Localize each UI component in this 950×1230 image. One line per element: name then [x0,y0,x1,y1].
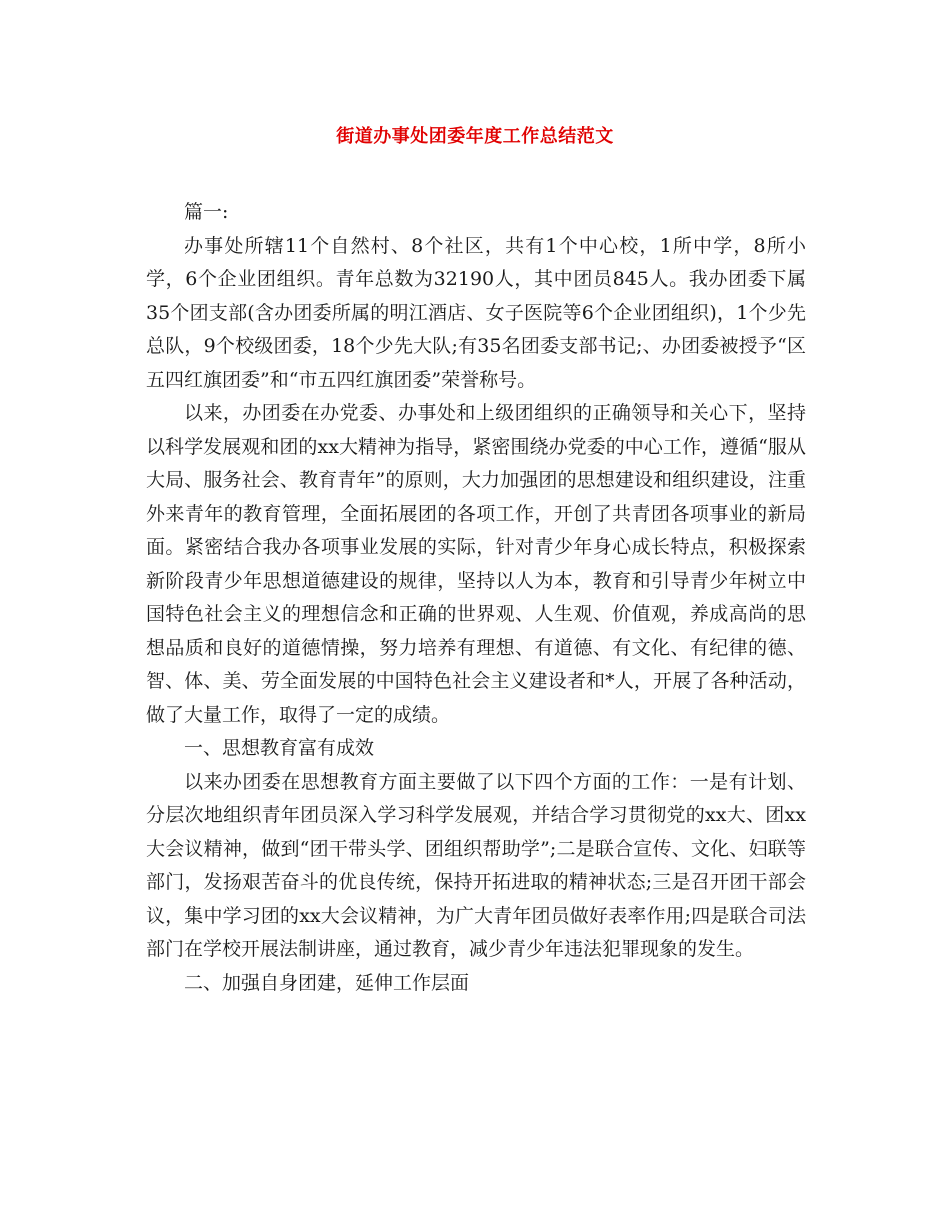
paragraph-overview: 办事处所辖11个自然村、8个社区，共有1个中心校，1所中学，8所小学，6个企业团组织。青年总数为32190人，其中团员845人。我办团委下属35个团支部(含办团委所属的明江酒店、女子医院等6个企业团组织)，1个少先总队，9个校级团委，18个少先大队;有35名团委支部书记;、办团委被授予“区五四红旗团委”和“市五四红旗团委”荣誉称号。 [146,234,806,391]
section-label-part-one: 篇一: [184,201,229,223]
document-body [146,196,806,1000]
document-title: 街道办事处团委年度工作总结范文 [336,126,614,147]
section-heading-1: 一、思想教育富有成效 [184,737,375,759]
paragraph-ideology-education: 以来办团委在思想教育方面主要做了以下四个方面的工作：一是有计划、分层次地组织青年团员深入学习科学发展观，并结合学习贯彻党的xx大、团xx大会议精神，做到“团干带头学、团组织帮助学”;二是联合宣传、文化、妇联等部门，发扬艰苦奋斗的优良传统，保持开拓进取的精神状态;三是召开团干部会议，集中学习团的xx大会议精神，为广大青年团员做好表率作用;四是联合司法部门在学校开展法制讲座，通过教育，减少青少年违法犯罪现象的发生。 [146,770,806,960]
paragraph-summary: 以来，办团委在办党委、办事处和上级团组织的正确领导和关心下，坚持以科学发展观和团的xx大精神为指导，紧密围绕办党委的中心工作，遵循“服从大局、服务社会、教育青年”的原则，大力加强团的思想建设和组织建设，注重外来青年的教育管理，全面拓展团的各项工作，开创了共青团各项事业的新局面。紧密结合我办各项事业发展的实际，针对青少年身心成长特点，积极探索新阶段青少年思想道德建设的规律，坚持以人为本，教育和引导青少年树立中国特色社会主义的理想信念和正确的世界观、人生观、价值观，养成高尚的思想品质和良好的道德情操，努力培养有理想、有道德、有文化、有纪律的德、智、体、美、劳全面发展的中国特色社会主义建设者和*人，开展了各种活动，做了大量工作，取得了一定的成绩。 [146,402,806,726]
section-heading-2: 二、加强自身团建，延伸工作层面 [184,971,470,994]
